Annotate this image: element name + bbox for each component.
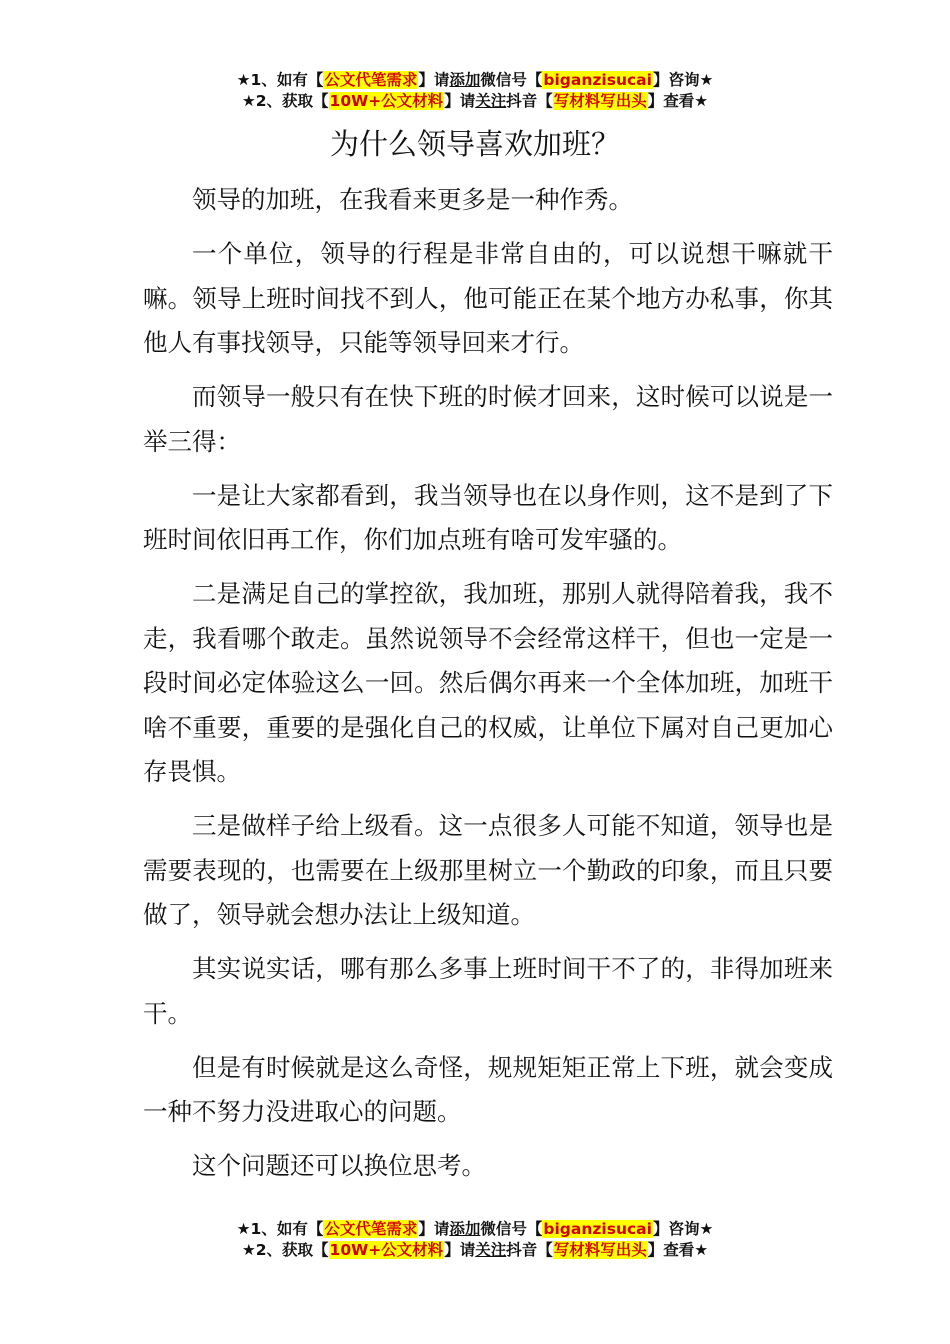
service-highlight: 公文代笔需求 <box>324 71 418 89</box>
add-action-text: 添加 <box>449 71 481 89</box>
add-action-text: 添加 <box>449 1220 481 1238</box>
paragraph: 其实说实话，哪有那么多事上班时间干不了的，非得加班来干。 <box>143 954 833 1028</box>
banner-text: ★2、获取【 <box>241 92 329 110</box>
banner-text: 】请 <box>444 92 476 110</box>
wechat-id-highlight: biganzisucai <box>543 1220 652 1238</box>
header-banner <box>0 70 950 112</box>
paragraph: 这个问题还可以换位思考。 <box>192 1151 486 1180</box>
banner-text: 】查看★ <box>647 1241 709 1259</box>
banner-text: 微信号【 <box>480 71 543 89</box>
paragraph: 领导的加班，在我看来更多是一种作秀。 <box>192 185 633 214</box>
banner-text: 】咨询★ <box>652 71 714 89</box>
banner-text: 抖音【 <box>506 92 553 110</box>
banner-line-2 <box>0 91 950 112</box>
article-body <box>143 178 833 1198</box>
paragraph: 但是有时候就是这么奇怪，规规矩矩正常上下班，就会变成一种不努力没进取心的问题。 <box>143 1052 833 1126</box>
douyin-id-highlight: 写材料写出头 <box>553 92 647 110</box>
paragraph: 一是让大家都看到，我当领导也在以身作则，这不是到了下班时间依旧再工作，你们加点班有啥可发牢骚的。 <box>143 480 833 554</box>
banner-text: 抖音【 <box>506 1241 553 1259</box>
resource-highlight: 10W+公文材料 <box>329 1241 444 1259</box>
paragraph: 三是做样子给上级看。这一点很多人可能不知道，领导也是需要表现的，也需要在上级那里树立一个勤政的印象，而且只要做了，领导就会想办法让上级知道。 <box>143 811 833 929</box>
banner-text: ★1、如有【 <box>236 1220 324 1238</box>
footer-banner <box>0 1219 950 1261</box>
douyin-id-highlight: 写材料写出头 <box>553 1241 647 1259</box>
banner-line-2 <box>0 1240 950 1261</box>
follow-action-text: 关注 <box>475 92 507 110</box>
banner-text: ★2、获取【 <box>241 1241 329 1259</box>
service-highlight: 公文代笔需求 <box>324 1220 418 1238</box>
follow-action-text: 关注 <box>475 1241 507 1259</box>
banner-text: 微信号【 <box>480 1220 543 1238</box>
wechat-id-highlight: biganzisucai <box>543 71 652 89</box>
article-title: 为什么领导喜欢加班？ <box>329 127 620 161</box>
paragraph: 二是满足自己的掌控欲，我加班，那别人就得陪着我，我不走，我看哪个敢走。虽然说领导不会经常这样干，但也一定是一段时间必定体验这么一回。然后偶尔再来一个全体加班，加班干啥不重要，重要的是强化自己的权威，让单位下属对自己更加心存畏惧。 <box>143 579 833 786</box>
paragraph: 一个单位，领导的行程是非常自由的，可以说想干嘛就干嘛。领导上班时间找不到人，他可能正在某个地方办私事，你其他人有事找领导，只能等领导回来才行。 <box>143 239 833 357</box>
paragraph: 而领导一般只有在快下班的时候才回来，这时候可以说是一举三得： <box>143 382 833 456</box>
banner-text: 】请 <box>444 1241 476 1259</box>
banner-text: 】查看★ <box>647 92 709 110</box>
banner-line-1 <box>0 1219 950 1240</box>
banner-line-1 <box>0 70 950 91</box>
resource-highlight: 10W+公文材料 <box>329 92 444 110</box>
banner-text: 】请 <box>418 1220 450 1238</box>
banner-text: 】咨询★ <box>652 1220 714 1238</box>
banner-text: 】请 <box>418 71 450 89</box>
banner-text: ★1、如有【 <box>236 71 324 89</box>
